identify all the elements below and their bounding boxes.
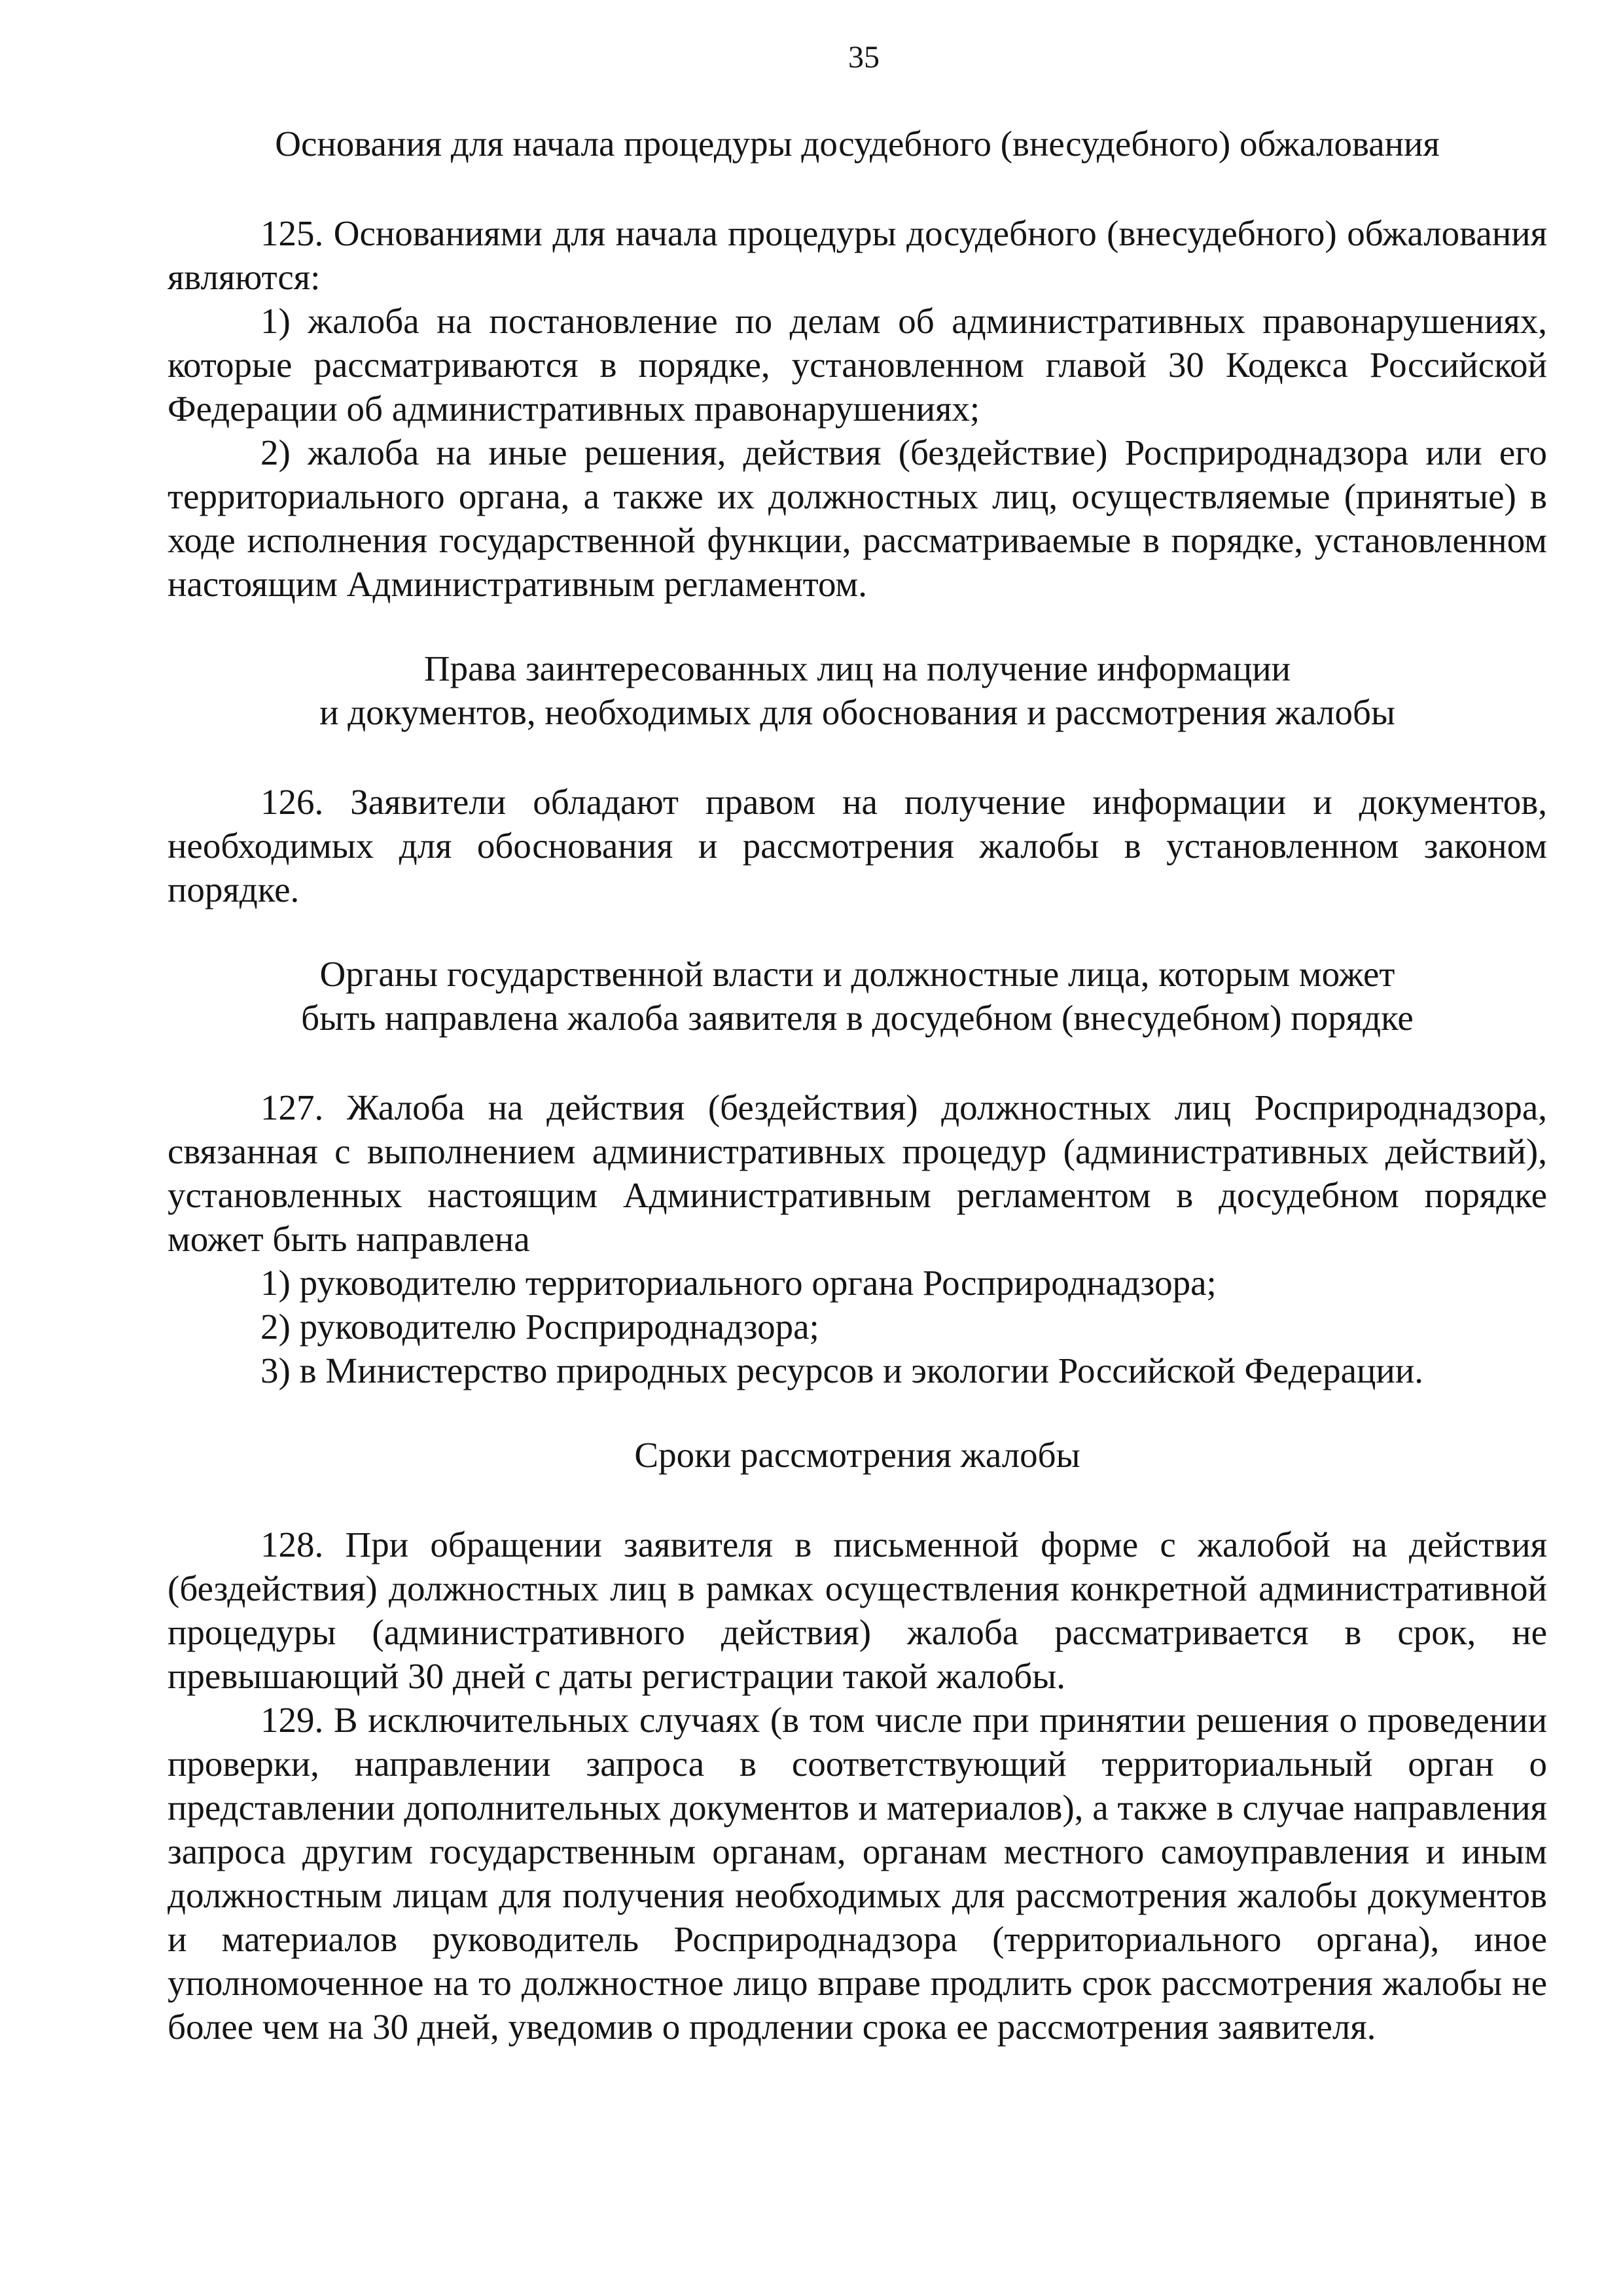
section-rights-to-information [168,646,1547,911]
paragraph-126: 126. Заявители обладают правом на получение информации и документов, необходимых для обоснования и рассмотрения жалобы в установленном законом порядке. [168,782,1547,910]
heading-line: Органы государственной власти и должностные лица, которым может [319,954,1395,994]
paragraph-125: 125. Основаниями для начала процедуры досудебного (внесудебного) обжалования являются: [168,213,1547,297]
section-authorities [168,952,1547,1392]
section-heading [168,122,1547,166]
list-item: 2) руководителю Росприроднадзора; [260,1307,819,1347]
paragraph-128: 128. При обращении заявителя в письменной форме с жалобой на действия (бездействия) должностных лиц в рамках осуществления конкретной административной процедуры (административного действия) жалоба рассматривается в срок, не превышающий 30 дней с даты регистрации такой жалобы. [168,1525,1547,1696]
heading-line: Сроки рассмотрения жалобы [634,1435,1080,1475]
list-item: 1) руководителю территориального органа Росприроднадзора; [260,1263,1217,1303]
list-item: 2) жалоба на иные решения, действия (бездействие) Росприроднадзора или его территориального органа, а также их должностных лиц, осуществляемые (принятые) в ходе исполнения государственной функции, рассматриваемые в порядке, установленном настоящим Административным регламентом. [168,433,1547,604]
paragraph-127: 127. Жалоба на действия (бездействия) должностных лиц Росприроднадзора, связанная с выполнением административных процедур (административных действий), установленных настоящим Административным регламентом в досудебном порядке может быть направлена [168,1087,1547,1259]
paragraph-129: 129. В исключительных случаях (в том числе при принятии решения о проведении проверки, направлении запроса в соответствующий территориальный орган о представлении дополнительных документов и материалов), а также в случае направления запроса другим государственным органам, органам местного самоуправления и иным должностным лицам для получения необходимых для рассмотрения жалобы документов и материалов руководитель Росприроднадзора (территориального органа), иное уполномоченное на то должностное лицо вправе продлить срок рассмотрения жалобы не более чем на 30 дней, уведомив о продлении срока ее рассмотрения заявителя. [168,1700,1547,2047]
section-heading [168,1433,1547,1477]
list-item: 3) в Министерство природных ресурсов и экологии Российской Федерации. [260,1351,1424,1390]
list-item: 1) жалоба на постановление по делам об административных правонарушениях, которые рассматриваются в порядке, установленном главой 30 Кодекса Российской Федерации об административных правонарушениях; [168,301,1547,429]
page-number: 35 [848,40,880,75]
heading-line: Основания для начала процедуры досудебного (внесудебного) обжалования [275,124,1440,164]
heading-line: Права заинтересованных лиц на получение информации [423,648,1291,688]
heading-line: быть направлена жалоба заявителя в досудебном (внесудебном) порядке [301,998,1414,1038]
section-heading [168,952,1547,1040]
heading-line: и документов, необходимых для обоснования и рассмотрения жалобы [319,692,1395,732]
section-review-deadlines [168,1433,1547,2049]
document-body [168,122,1547,2049]
section-grounds-for-appeal [168,122,1547,606]
section-heading [168,646,1547,734]
